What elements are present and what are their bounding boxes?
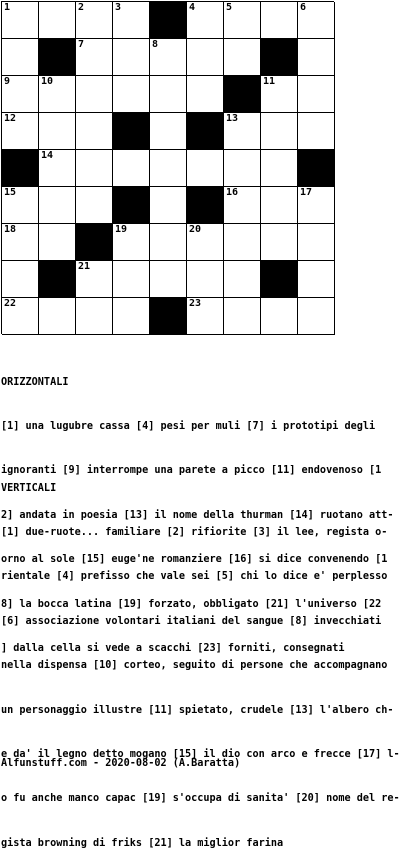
grid-cell[interactable]	[187, 150, 224, 187]
grid-cell[interactable]	[2, 76, 39, 113]
grid-cell[interactable]	[39, 150, 76, 187]
black-cell	[298, 150, 335, 187]
grid-cell[interactable]	[224, 187, 261, 224]
clue-line: e da' il legno detto mogano [15] il dio con arco e frecce [17] l-	[1, 748, 400, 760]
clue-number: 11	[263, 76, 276, 87]
clue-line: gista browning di friks [21] la miglior farina	[1, 837, 284, 849]
grid-cell[interactable]	[187, 76, 224, 113]
grid-cell[interactable]	[2, 39, 39, 76]
grid-cell[interactable]	[39, 113, 76, 150]
clue-line: [1] due-ruote... familiare [2] rifiorite [3] il lee, regista o-	[1, 526, 388, 538]
grid-cell[interactable]	[113, 39, 150, 76]
grid-cell[interactable]	[2, 113, 39, 150]
grid-cell[interactable]	[224, 224, 261, 261]
black-cell	[150, 298, 187, 335]
grid-cell[interactable]	[113, 224, 150, 261]
clue-number: 15	[4, 187, 17, 198]
crossword-grid	[1, 1, 334, 334]
grid-cell[interactable]	[298, 224, 335, 261]
clue-number: 16	[226, 187, 239, 198]
grid-cell[interactable]	[150, 113, 187, 150]
grid-cell[interactable]	[113, 2, 150, 39]
black-cell	[150, 2, 187, 39]
grid-cell[interactable]	[113, 150, 150, 187]
clue-number: 2	[78, 2, 85, 13]
grid-cell[interactable]	[150, 39, 187, 76]
grid-cell[interactable]	[2, 224, 39, 261]
clue-line: 2] andata in poesia [13] il nome della thurman [14] ruotano att-	[1, 509, 394, 521]
clue-number: 9	[4, 76, 11, 87]
black-cell	[2, 150, 39, 187]
clue-line: ] dalla cella si vede a scacchi [23] forniti, consegnati	[1, 642, 345, 654]
clue-line: ignoranti [9] interrompe una parete a picco [11] endovenoso [1	[1, 465, 382, 477]
grid-cell[interactable]	[224, 39, 261, 76]
clue-number: 14	[41, 150, 54, 161]
grid-cell[interactable]	[113, 76, 150, 113]
clue-line: [6] associazione volontari italiani del sangue [8] invecchiati	[1, 615, 382, 627]
grid-cell[interactable]	[150, 261, 187, 298]
grid-cell[interactable]	[261, 187, 298, 224]
grid-cell[interactable]	[261, 113, 298, 150]
grid-cell[interactable]	[150, 187, 187, 224]
grid-cell[interactable]	[298, 2, 335, 39]
clue-number: 13	[226, 113, 239, 124]
clue-line: [1] una lugubre cassa [4] pesi per muli [7] i prototipi degli	[1, 420, 376, 432]
grid-cell[interactable]	[39, 224, 76, 261]
clue-number: 18	[4, 224, 17, 235]
grid-cell[interactable]	[76, 39, 113, 76]
grid-cell[interactable]	[261, 150, 298, 187]
clue-number: 5	[226, 2, 233, 13]
grid-cell[interactable]	[2, 298, 39, 335]
grid-cell[interactable]	[187, 298, 224, 335]
grid-cell[interactable]	[298, 261, 335, 298]
clue-number: 23	[189, 298, 202, 309]
clue-number: 12	[4, 113, 17, 124]
black-cell	[39, 39, 76, 76]
grid-cell[interactable]	[113, 261, 150, 298]
black-cell	[224, 76, 261, 113]
grid-cell[interactable]	[76, 2, 113, 39]
grid-cell[interactable]	[298, 113, 335, 150]
black-cell	[187, 187, 224, 224]
clue-number: 1	[4, 2, 11, 13]
clues-down	[1, 452, 399, 866]
grid-cell[interactable]	[224, 113, 261, 150]
clue-line: o fu anche manco capac [19] s'occupa di sanita' [20] nome del re-	[1, 793, 400, 805]
clue-number: 7	[78, 39, 85, 50]
grid-cell[interactable]	[298, 187, 335, 224]
grid-cell[interactable]	[150, 224, 187, 261]
clue-number: 19	[115, 224, 128, 235]
clue-line: nella dispensa [10] corteo, seguito di persone che accompagnano	[1, 660, 388, 672]
clue-number: 8	[152, 39, 159, 50]
grid-cell[interactable]	[76, 298, 113, 335]
grid-cell[interactable]	[150, 76, 187, 113]
grid-cell[interactable]	[2, 187, 39, 224]
black-cell	[113, 187, 150, 224]
grid-cell[interactable]	[224, 2, 261, 39]
clues-across-heading: ORIZZONTALI	[1, 376, 69, 388]
grid-cell[interactable]	[187, 39, 224, 76]
black-cell	[261, 39, 298, 76]
grid-cell[interactable]	[261, 298, 298, 335]
grid-cell[interactable]	[224, 298, 261, 335]
grid-cell[interactable]	[150, 150, 187, 187]
footer-credit: Alfunstuff.com - 2020-08-02 (A.Baratta)	[1, 758, 241, 769]
grid-cell[interactable]	[76, 150, 113, 187]
clue-line: un personaggio illustre [11] spietato, crudele [13] l'albero ch-	[1, 704, 394, 716]
grid-cell[interactable]	[39, 187, 76, 224]
black-cell	[261, 261, 298, 298]
clue-number: 10	[41, 76, 54, 87]
clue-line: 8] la bocca latina [19] forzato, obbligato [21] l'universo [22	[1, 598, 382, 610]
grid-cell[interactable]	[187, 2, 224, 39]
grid-cell[interactable]	[76, 76, 113, 113]
grid-cell[interactable]	[39, 298, 76, 335]
grid-cell[interactable]	[113, 298, 150, 335]
clue-number: 6	[300, 2, 307, 13]
clues-down-heading: VERTICALI	[1, 482, 57, 494]
grid-cell[interactable]	[224, 261, 261, 298]
grid-cell[interactable]	[187, 261, 224, 298]
grid-cell[interactable]	[76, 113, 113, 150]
grid-cell[interactable]	[187, 224, 224, 261]
grid-cell[interactable]	[298, 298, 335, 335]
black-cell	[113, 113, 150, 150]
grid-cell[interactable]	[2, 2, 39, 39]
grid-cell[interactable]	[261, 76, 298, 113]
grid-cell[interactable]	[261, 2, 298, 39]
clue-number: 20	[189, 224, 202, 235]
grid-cell[interactable]	[76, 187, 113, 224]
grid-cell[interactable]	[39, 2, 76, 39]
grid-cell[interactable]	[224, 150, 261, 187]
grid-cell[interactable]	[39, 76, 76, 113]
black-cell	[76, 224, 113, 261]
clue-line: rientale [4] prefisso che vale sei [5] chi lo dice e' perplesso	[1, 571, 388, 583]
clue-line: orno al sole [15] euge'ne romanziere [16] si dice convenendo [1	[1, 554, 388, 566]
grid-cell[interactable]	[76, 261, 113, 298]
grid-cell[interactable]	[261, 224, 298, 261]
grid-cell[interactable]	[298, 39, 335, 76]
black-cell	[39, 261, 76, 298]
clue-number: 4	[189, 2, 196, 13]
black-cell	[187, 113, 224, 150]
grid-cell[interactable]	[2, 261, 39, 298]
clue-number: 22	[4, 298, 17, 309]
clue-number: 21	[78, 261, 91, 272]
clue-number: 3	[115, 2, 122, 13]
clue-number: 17	[300, 187, 313, 198]
grid-cell[interactable]	[298, 76, 335, 113]
